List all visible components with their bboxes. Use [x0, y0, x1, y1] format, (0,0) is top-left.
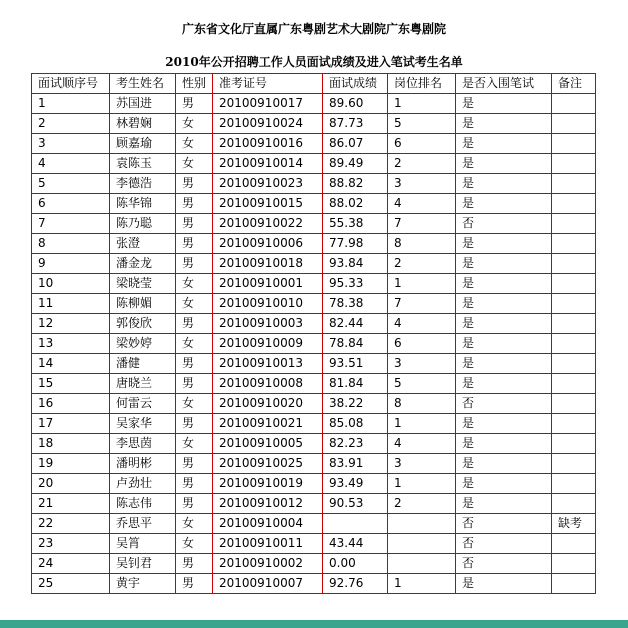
order-cell: 1 [32, 94, 110, 114]
score-cell: 92.76 [323, 574, 388, 594]
ticket-cell: 20100910012 [213, 494, 323, 514]
table-row [32, 514, 596, 534]
ticket-cell: 20100910009 [213, 334, 323, 354]
score-cell: 87.73 [323, 114, 388, 134]
score-cell: 78.84 [323, 334, 388, 354]
name-cell: 李思茵 [110, 434, 176, 454]
remark-cell [552, 194, 596, 214]
score-cell: 38.22 [323, 394, 388, 414]
order-cell: 16 [32, 394, 110, 414]
name-cell: 陈柳媚 [110, 294, 176, 314]
ticket-cell: 20100910003 [213, 314, 323, 334]
column-header: 准考证号 [213, 74, 323, 94]
rank-cell: 6 [388, 134, 456, 154]
gender-cell: 女 [176, 334, 213, 354]
name-cell: 陈志伟 [110, 494, 176, 514]
document-title: 广东省文化厅直属广东粤剧艺术大剧院广东粤剧院 [181, 22, 446, 36]
shortlist-cell: 是 [456, 134, 552, 154]
ticket-cell: 20100910010 [213, 294, 323, 314]
gender-cell: 男 [176, 554, 213, 574]
table-row [32, 554, 596, 574]
score-cell: 93.51 [323, 354, 388, 374]
score-cell: 55.38 [323, 214, 388, 234]
order-cell: 19 [32, 454, 110, 474]
ticket-cell: 20100910020 [213, 394, 323, 414]
table-row [32, 194, 596, 214]
shortlist-cell: 是 [456, 474, 552, 494]
remark-cell [552, 574, 596, 594]
remark-cell [552, 474, 596, 494]
shortlist-cell: 是 [456, 254, 552, 274]
ticket-cell: 20100910019 [213, 474, 323, 494]
table-row [32, 414, 596, 434]
order-cell: 4 [32, 154, 110, 174]
name-cell: 陈华锦 [110, 194, 176, 214]
table-row [32, 114, 596, 134]
gender-cell: 女 [176, 434, 213, 454]
remark-cell [552, 114, 596, 134]
order-cell: 14 [32, 354, 110, 374]
order-cell: 11 [32, 294, 110, 314]
table-row [32, 274, 596, 294]
rank-cell [388, 514, 456, 534]
name-cell: 苏国进 [110, 94, 176, 114]
rank-cell: 1 [388, 474, 456, 494]
name-cell: 张澄 [110, 234, 176, 254]
ticket-cell: 20100910001 [213, 274, 323, 294]
ticket-cell: 20100910011 [213, 534, 323, 554]
rank-cell: 5 [388, 374, 456, 394]
score-cell: 82.44 [323, 314, 388, 334]
score-cell: 81.84 [323, 374, 388, 394]
shortlist-cell: 是 [456, 434, 552, 454]
table-row [32, 434, 596, 454]
gender-cell: 男 [176, 174, 213, 194]
rank-cell: 2 [388, 254, 456, 274]
gender-cell: 女 [176, 114, 213, 134]
column-header: 岗位排名 [388, 74, 456, 94]
gender-cell: 男 [176, 234, 213, 254]
gender-cell: 男 [176, 374, 213, 394]
score-cell: 93.49 [323, 474, 388, 494]
name-cell: 吴家华 [110, 414, 176, 434]
table-row [32, 254, 596, 274]
table-row [32, 374, 596, 394]
rank-cell: 7 [388, 214, 456, 234]
ticket-cell: 20100910024 [213, 114, 323, 134]
table-row [32, 94, 596, 114]
order-cell: 15 [32, 374, 110, 394]
order-cell: 3 [32, 134, 110, 154]
rank-cell [388, 534, 456, 554]
score-cell: 43.44 [323, 534, 388, 554]
name-cell: 林碧娴 [110, 114, 176, 134]
column-header: 性别 [176, 74, 213, 94]
name-cell: 潘健 [110, 354, 176, 374]
remark-cell [552, 394, 596, 414]
gender-cell: 女 [176, 514, 213, 534]
table-header-row [32, 74, 596, 94]
score-cell: 93.84 [323, 254, 388, 274]
gender-cell: 女 [176, 134, 213, 154]
shortlist-cell: 是 [456, 414, 552, 434]
score-cell: 85.08 [323, 414, 388, 434]
rank-cell: 3 [388, 354, 456, 374]
shortlist-cell: 是 [456, 374, 552, 394]
score-cell: 77.98 [323, 234, 388, 254]
shortlist-cell: 是 [456, 574, 552, 594]
gender-cell: 男 [176, 494, 213, 514]
column-header: 备注 [552, 74, 596, 94]
ticket-cell: 20100910021 [213, 414, 323, 434]
gender-cell: 女 [176, 294, 213, 314]
rank-cell: 1 [388, 274, 456, 294]
name-cell: 顾嘉瑜 [110, 134, 176, 154]
order-cell: 12 [32, 314, 110, 334]
document-subtitle: 2010年公开招聘工作人员面试成绩及进入笔试考生名单 [165, 55, 463, 69]
table-row [32, 454, 596, 474]
table-row [32, 574, 596, 594]
ticket-cell: 20100910002 [213, 554, 323, 574]
shortlist-cell: 是 [456, 94, 552, 114]
order-cell: 10 [32, 274, 110, 294]
shortlist-cell: 是 [456, 294, 552, 314]
ticket-cell: 20100910025 [213, 454, 323, 474]
ticket-cell: 20100910023 [213, 174, 323, 194]
name-cell: 乔思平 [110, 514, 176, 534]
rank-cell: 2 [388, 154, 456, 174]
gender-cell: 女 [176, 274, 213, 294]
rank-cell: 6 [388, 334, 456, 354]
name-cell: 梁晓莹 [110, 274, 176, 294]
remark-cell [552, 154, 596, 174]
gender-cell: 男 [176, 354, 213, 374]
table-row [32, 234, 596, 254]
gender-cell: 男 [176, 414, 213, 434]
ticket-cell: 20100910014 [213, 154, 323, 174]
column-header: 考生姓名 [110, 74, 176, 94]
shortlist-cell: 是 [456, 154, 552, 174]
table-row [32, 354, 596, 374]
table-row [32, 314, 596, 334]
ticket-cell: 20100910005 [213, 434, 323, 454]
shortlist-cell: 否 [456, 554, 552, 574]
rank-cell: 5 [388, 114, 456, 134]
name-cell: 李德浩 [110, 174, 176, 194]
table-row [32, 154, 596, 174]
gender-cell: 男 [176, 254, 213, 274]
shortlist-cell: 是 [456, 354, 552, 374]
remark-cell [552, 254, 596, 274]
score-cell: 90.53 [323, 494, 388, 514]
order-cell: 17 [32, 414, 110, 434]
remark-cell [552, 234, 596, 254]
gender-cell: 男 [176, 214, 213, 234]
rank-cell: 1 [388, 94, 456, 114]
table-row [32, 214, 596, 234]
remark-cell [552, 494, 596, 514]
name-cell: 吴钊君 [110, 554, 176, 574]
shortlist-cell: 是 [456, 494, 552, 514]
ticket-cell: 20100910007 [213, 574, 323, 594]
order-cell: 13 [32, 334, 110, 354]
rank-cell [388, 554, 456, 574]
gender-cell: 男 [176, 574, 213, 594]
score-cell: 89.49 [323, 154, 388, 174]
remark-cell [552, 454, 596, 474]
ticket-cell: 20100910017 [213, 94, 323, 114]
score-cell: 88.02 [323, 194, 388, 214]
name-cell: 唐晓兰 [110, 374, 176, 394]
order-cell: 23 [32, 534, 110, 554]
score-cell [323, 514, 388, 534]
shortlist-cell: 是 [456, 114, 552, 134]
ticket-cell: 20100910018 [213, 254, 323, 274]
rank-cell: 4 [388, 434, 456, 454]
table-row [32, 474, 596, 494]
shortlist-cell: 是 [456, 334, 552, 354]
rank-cell: 8 [388, 394, 456, 414]
rank-cell: 3 [388, 174, 456, 194]
gender-cell: 女 [176, 154, 213, 174]
score-cell: 78.38 [323, 294, 388, 314]
order-cell: 22 [32, 514, 110, 534]
ticket-cell: 20100910004 [213, 514, 323, 534]
order-cell: 20 [32, 474, 110, 494]
order-cell: 7 [32, 214, 110, 234]
gender-cell: 女 [176, 534, 213, 554]
order-cell: 2 [32, 114, 110, 134]
rank-cell: 7 [388, 294, 456, 314]
remark-cell [552, 534, 596, 554]
rank-cell: 2 [388, 494, 456, 514]
remark-cell [552, 94, 596, 114]
name-cell: 卢劲壮 [110, 474, 176, 494]
ticket-cell: 20100910006 [213, 234, 323, 254]
order-cell: 18 [32, 434, 110, 454]
shortlist-cell: 是 [456, 274, 552, 294]
order-cell: 24 [32, 554, 110, 574]
column-header: 面试成绩 [323, 74, 388, 94]
order-cell: 21 [32, 494, 110, 514]
shortlist-cell: 是 [456, 454, 552, 474]
order-cell: 6 [32, 194, 110, 214]
ticket-cell: 20100910016 [213, 134, 323, 154]
name-cell: 潘明彬 [110, 454, 176, 474]
rank-cell: 3 [388, 454, 456, 474]
column-header: 是否入围笔试 [456, 74, 552, 94]
remark-cell [552, 334, 596, 354]
table-row [32, 134, 596, 154]
rank-cell: 4 [388, 194, 456, 214]
remark-cell [552, 354, 596, 374]
rank-cell: 1 [388, 574, 456, 594]
shortlist-cell: 否 [456, 514, 552, 534]
score-cell: 86.07 [323, 134, 388, 154]
shortlist-cell: 是 [456, 174, 552, 194]
name-cell: 何雷云 [110, 394, 176, 414]
name-cell: 吴筲 [110, 534, 176, 554]
table-row [32, 294, 596, 314]
column-header: 面试顺序号 [32, 74, 110, 94]
ticket-cell: 20100910022 [213, 214, 323, 234]
name-cell: 郭俊欣 [110, 314, 176, 334]
footer-bar [0, 620, 628, 628]
order-cell: 9 [32, 254, 110, 274]
gender-cell: 男 [176, 454, 213, 474]
table-row [32, 394, 596, 414]
table-body [32, 94, 596, 594]
ticket-cell: 20100910008 [213, 374, 323, 394]
score-cell: 89.60 [323, 94, 388, 114]
score-cell: 0.00 [323, 554, 388, 574]
remark-cell [552, 434, 596, 454]
rank-cell: 4 [388, 314, 456, 334]
gender-cell: 男 [176, 94, 213, 114]
remark-cell [552, 314, 596, 334]
shortlist-cell: 否 [456, 214, 552, 234]
name-cell: 梁妙婷 [110, 334, 176, 354]
name-cell: 潘金龙 [110, 254, 176, 274]
shortlist-cell: 是 [456, 194, 552, 214]
table-row [32, 534, 596, 554]
remark-cell [552, 274, 596, 294]
remark-cell [552, 414, 596, 434]
remark-cell [552, 174, 596, 194]
order-cell: 8 [32, 234, 110, 254]
remark-cell [552, 374, 596, 394]
ticket-cell: 20100910015 [213, 194, 323, 214]
shortlist-cell: 是 [456, 314, 552, 334]
shortlist-cell: 否 [456, 394, 552, 414]
shortlist-cell: 是 [456, 234, 552, 254]
score-cell: 83.91 [323, 454, 388, 474]
remark-cell: 缺考 [552, 514, 596, 534]
table-row [32, 494, 596, 514]
name-cell: 袁陈玉 [110, 154, 176, 174]
name-cell: 黄宇 [110, 574, 176, 594]
score-cell: 82.23 [323, 434, 388, 454]
order-cell: 5 [32, 174, 110, 194]
table-row [32, 334, 596, 354]
remark-cell [552, 294, 596, 314]
remark-cell [552, 554, 596, 574]
remark-cell [552, 134, 596, 154]
remark-cell [552, 214, 596, 234]
gender-cell: 男 [176, 314, 213, 334]
gender-cell: 男 [176, 474, 213, 494]
score-cell: 95.33 [323, 274, 388, 294]
table-row [32, 174, 596, 194]
rank-cell: 1 [388, 414, 456, 434]
ticket-cell: 20100910013 [213, 354, 323, 374]
name-cell: 陈乃聪 [110, 214, 176, 234]
gender-cell: 女 [176, 394, 213, 414]
rank-cell: 8 [388, 234, 456, 254]
gender-cell: 男 [176, 194, 213, 214]
score-cell: 88.82 [323, 174, 388, 194]
results-table [31, 73, 596, 594]
shortlist-cell: 否 [456, 534, 552, 554]
order-cell: 25 [32, 574, 110, 594]
